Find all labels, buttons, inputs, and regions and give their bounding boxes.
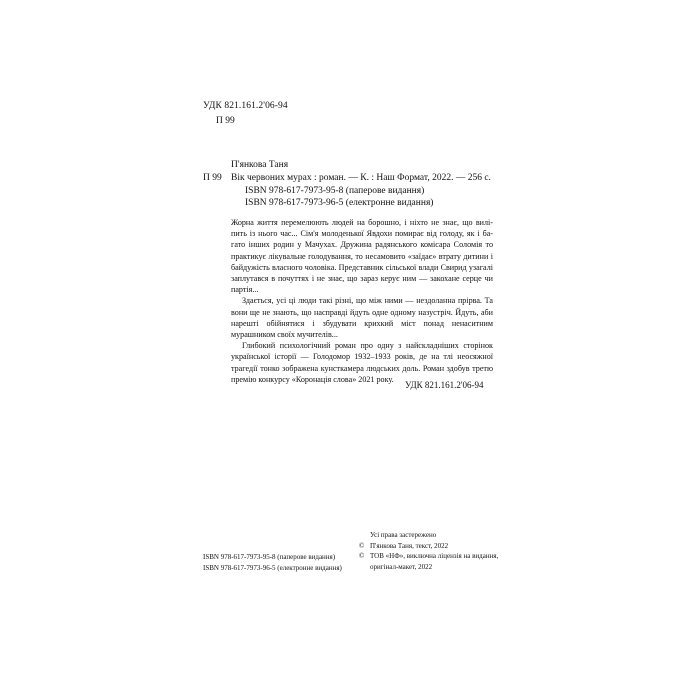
udk-code-top: УДК 821.161.2'06-94 xyxy=(203,101,288,111)
udk-code-bottom: УДК 821.161.2'06-94 xyxy=(405,380,484,390)
isbn-electronic-small: ISBN 978-617-7973-96-5 (електронне видання) xyxy=(203,563,342,572)
annotation xyxy=(231,217,493,385)
author-sign-top: П 99 xyxy=(216,116,235,126)
copyright-block xyxy=(359,530,498,572)
author-name: П'янкова Таня xyxy=(231,160,289,170)
isbn-paper-small: ISBN 978-617-7973-95-8 (паперове видання) xyxy=(203,553,336,561)
copyright-publisher-cont: оригінал-макет, 2022 xyxy=(370,562,433,571)
copyright-mark: © xyxy=(359,541,365,550)
author-sign: П 99 xyxy=(203,173,222,183)
annotation-paragraph-2: Здається, усі ці люди такі різні, що між ними — нездоланна прірва. Та вони ще не знають, що насправді йдуть одне одному назустріч. Йдуть, аби нарешті обійнятися і збудувати крихкий міст понад ненаситним мурашником своїх мучителів... xyxy=(231,296,493,340)
annotation-paragraph-1: Жорна життя перемелюють людей на борошно, і ніхто не знає, що вилі-пить із нього час... Сім'я молоденької Явдохи помирає від голоду, як і ба-гато інших родин у Мачухах. Дружина радянського комісара Соломія то практикує лікувальне голодування, то несамовито «заїдає» втрату дитини і байдужість власного чоловіка. Представник сільської влади Свирид узагалі заплутався в почуттях і не знає, що зараз керує ним — закохане серце чи партія... xyxy=(231,218,493,295)
all-rights-reserved: Усі права застережено xyxy=(370,531,437,539)
isbn-paper: ISBN 978-617-7973-95-8 (паперове видання) xyxy=(245,185,425,196)
isbn-block-bottom xyxy=(203,552,342,573)
bibliographic-record: Вік червоних мурах : роман. — К. : Наш Формат, 2022. — 256 с. xyxy=(231,173,491,183)
bibliographic-block xyxy=(231,173,521,210)
copyright-publisher: ТОВ «НФ», виключна ліцензія на видання, xyxy=(370,552,499,560)
copyright-publisher-line xyxy=(359,551,498,562)
isbn-electronic: ISBN 978-617-7973-96-5 (електронне видання) xyxy=(245,198,434,208)
copyright-mark: © xyxy=(359,552,365,560)
copyright-author-line xyxy=(359,541,498,552)
annotation-paragraph-3: Глибокий психологічний роман про одну з найскладніших сторінок української історії — Голодомор 1932–1933 років, де на тлі неосяжної трагедії тонко зображена кунсткамера людських доль. Роман здобув третю премію конкурсу «Коронація слова» 2021 року. xyxy=(231,341,493,384)
copyright-author: П'янкова Таня, текст, 2022 xyxy=(370,541,449,550)
